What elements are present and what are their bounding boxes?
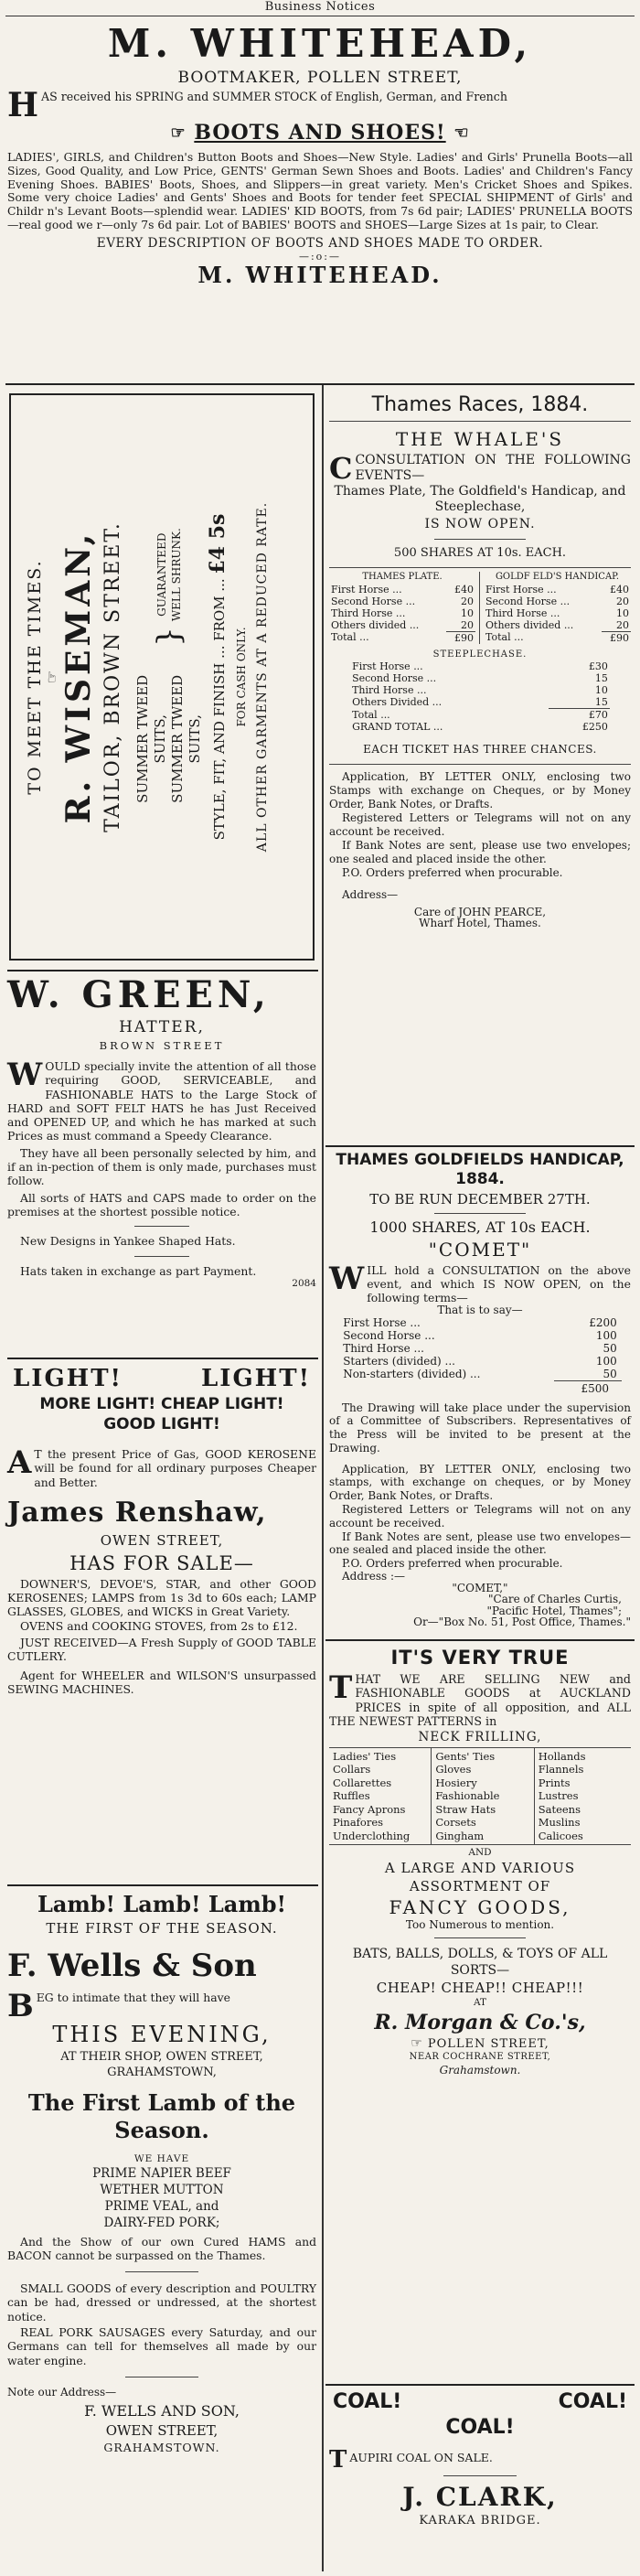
wiseman-name: R. WISEMAN, (59, 530, 98, 824)
page-header: Business Notices (264, 0, 376, 14)
odds-label: Total ... (352, 708, 390, 721)
clark-line: AUPIRI COAL ON SALE. (349, 2451, 493, 2464)
wiseman-style: STYLE, FIT, AND FINISH (211, 662, 228, 841)
odds-label: Third Horse ... (343, 1341, 424, 1355)
morgan-at: AT (473, 1997, 486, 2009)
odds-label: Third Horse ... (331, 606, 406, 619)
odds-row (350, 696, 610, 709)
odds-label: First Horse ... (485, 583, 557, 596)
list-item: Lustres (538, 1789, 579, 1803)
brace-glyph: } (151, 627, 187, 647)
goldfields-para: P.O. Orders preferred when procurable. (342, 1557, 563, 1571)
renshaw-para: OVENS and COOKING STOVES, from 2s to £12. (20, 1618, 298, 1633)
wells-para: SMALL GOODS of every description and POULTRY can be had, dressed or undressed, at the shortest notice. (7, 2281, 316, 2324)
odds-row (329, 631, 475, 644)
wells-lamb: Lamb! Lamb! Lamb! (37, 1891, 287, 1917)
section-rule (7, 970, 318, 971)
pointing-hand-icon: ☜ (453, 123, 470, 143)
rule (329, 421, 631, 422)
odds-label: Third Horse ... (485, 606, 560, 619)
clark-place: KARAKA BRIDGE. (419, 2514, 541, 2528)
rule (329, 567, 631, 568)
morgan-list-3 (535, 1748, 631, 1845)
list-item: Gingham (435, 1829, 485, 1842)
odds-table-b (484, 584, 631, 644)
whitehead-ad (7, 20, 633, 381)
green-name: W. GREEN, (7, 973, 271, 1016)
wells-shop: AT THEIR SHOP, OWEN STREET, GRAHAMSTOWN, (60, 2050, 263, 2079)
renshaw-forsale: HAS FOR SALE— (69, 1551, 254, 1574)
section-rule (7, 1358, 318, 1359)
wiseman-price: £4 5s (206, 513, 229, 574)
odds-label: Second Horse ... (352, 672, 437, 684)
list-item: Sateens (538, 1802, 581, 1816)
goldfields-para: Registered Letters or Telegrams will not on any account be received. (329, 1503, 631, 1530)
renshaw-ad (7, 1363, 316, 1875)
races-addr2: Wharf Hotel, Thames. (419, 917, 541, 929)
odds-row (329, 596, 475, 607)
goldfields-para: Application, BY LETTER ONLY, enclosing two stamps, with exchange on cheques, or by Money Order, Bank Notes, or Drafts. (329, 1462, 631, 1503)
odds-value: £250 (581, 721, 608, 733)
races-para: Registered Letters or Telegrams will not on any account be received. (329, 811, 631, 838)
list-item: Corsets (435, 1816, 476, 1830)
dropcap: W (329, 1261, 365, 1297)
races-events: Thames Plate, The Goldfield's Handicap, and Steeplechase, (334, 484, 626, 514)
list-item: Underclothing (333, 1829, 411, 1842)
odds-value: £90 (446, 631, 475, 644)
dropcap: H (7, 86, 39, 124)
section-rule (325, 1639, 635, 1641)
odds-row (329, 607, 475, 619)
wells-addr3: GRAHAMSTOWN. (103, 2441, 220, 2455)
list-item: Fashionable (435, 1789, 500, 1803)
odds-value: 20 (616, 618, 629, 631)
odds-row (329, 584, 475, 596)
renshaw-light-2: LIGHT! (201, 1365, 311, 1392)
short-rule (443, 2475, 517, 2476)
wiseman-suits-1: SUMMER TWEED SUITS, (134, 674, 168, 803)
odds-row (350, 709, 610, 722)
dropcap: T (329, 2446, 347, 2474)
renshaw-light: LIGHT! (13, 1365, 123, 1392)
list-item: Prints (538, 1776, 571, 1789)
races-title: Thames Races, 1884. (371, 393, 589, 416)
goldfields-address: Address :— (342, 1570, 406, 1583)
renshaw-para: Agent for WHEELER and WILSON'S unsurpassed SEWING MACHINES. (7, 1668, 316, 1696)
races-address: Address— (342, 888, 399, 901)
morgan-toomany: Too Numerous to mention. (405, 1917, 555, 1931)
wells-wehave: WE HAVE (133, 2153, 190, 2164)
list-item: Collarettes (333, 1776, 392, 1789)
wells-intro: EG to intimate that they will have (36, 1991, 230, 2004)
odds-value: 100 (595, 1354, 617, 1368)
renshaw-street: OWEN STREET, (100, 1531, 224, 1549)
section-rule (5, 383, 635, 385)
morgan-list-1 (329, 1748, 432, 1845)
morgan-ad (329, 1645, 631, 2285)
renshaw-intro: T the present Price of Gas, GOOD KEROSENE will be found for all ordinary purposes Cheaper and Better. (34, 1447, 316, 1489)
green-trade: HATTER, (119, 1018, 205, 1036)
goldfields-a3: "Pacific Hotel, Thames"; (486, 1604, 622, 1617)
goldfields-intro: ILL hold a CONSULTATION on the above event, and which IS NOW OPEN, on the following terms— (367, 1263, 631, 1304)
odds-value: 50 (603, 1341, 617, 1355)
odds-table-a (329, 584, 475, 644)
list-item: Hosiery (435, 1776, 477, 1789)
goldfields-shares: 1000 SHARES, AT 10s EACH. (369, 1218, 591, 1236)
green-ad (7, 973, 316, 1356)
races-consult: CONSULTATION ON THE FOLLOWING EVENTS— (355, 453, 631, 483)
odds-value: 15 (594, 696, 608, 708)
section-rule (325, 2384, 635, 2386)
whitehead-body: LADIES', GIRLS, and Children's Button Boots and Shoes—New Style. Ladies' and Girls' Prunella Boots—all Sizes, Good Quality, and Low Price, GENTS' German Sewn Shoes and Boots. Ladies' and Children's Fancy Evening Shoes. BABIES' Boots, Shoes, and Slippers—in great variety. Men's Cricket Shoes and Spikes. Some very choice Ladies' and Gents' Shoes and Boots for tender feet SPECIAL SHIPMENT of Girls' and Childr n's Levant Boots—splendid wear. LADIES' KID BOOTS, from 7s 6d pair; LADIES' PRUNELLA BOOTS—real good we r—only 7s 6d pair. Lot of BABIES' BOOTS and SHOES—Large Sizes at 1s pair, to Clear. (7, 150, 633, 231)
odds-row (484, 596, 631, 607)
wells-items (7, 2165, 316, 2231)
list-item: PRIME VEAL, and (104, 2198, 219, 2214)
odds-value: £90 (602, 631, 631, 644)
morgan-title: IT'S VERY TRUE (390, 1647, 570, 1669)
wells-season: THE FIRST OF THE SEASON. (46, 1920, 278, 1937)
races-para: If Bank Notes are sent, please use two envelopes; one sealed and placed inside the other. (329, 839, 631, 865)
goldfields-para: If Bank Notes are sent, please use two envelopes—one sealed and placed inside the other. (329, 1530, 631, 1557)
wiseman-trade: TAILOR, BROWN STREET. (101, 521, 124, 832)
goldfields-title: THAMES GOLDFIELDS HANDICAP, 1884. (336, 1151, 624, 1188)
goldfields-total: £500 (554, 1380, 622, 1396)
wiseman-suits-2: SUMMER TWEED SUITS, (169, 674, 203, 803)
odds-label: First Horse ... (352, 660, 423, 672)
goldfields-thatis: That is to say— (437, 1304, 523, 1316)
list-item: Gloves (435, 1763, 472, 1776)
odds-row (484, 619, 631, 632)
odds-label: Second Horse ... (485, 595, 571, 607)
odds-label: Third Horse ... (352, 684, 427, 696)
odds-row (484, 584, 631, 596)
odds-row (341, 1342, 619, 1355)
clark-coal-1: COAL! (333, 2390, 402, 2413)
column-divider (322, 385, 324, 2571)
whitehead-intro: AS received his SPRING and SUMMER STOCK of English, German, and French (41, 90, 507, 103)
wiseman-guaranteed: GUARANTEED (155, 532, 168, 617)
odds-label: First Horse ... (343, 1315, 421, 1329)
wiseman-other: ALL OTHER GARMENTS AT A REDUCED RATE. (255, 501, 270, 853)
section-rule (325, 1145, 635, 1147)
odds-value: 20 (616, 595, 629, 607)
morgan-assort: A LARGE AND VARIOUS ASSORTMENT OF (384, 1859, 576, 1894)
short-rule (434, 1937, 526, 1938)
list-item: Ladies' Ties (333, 1749, 397, 1763)
odds-row (350, 684, 610, 696)
odds-label: Starters (divided) ... (343, 1354, 455, 1368)
goldfields-ad (329, 1151, 631, 1636)
list-item: WETHER MUTTON (100, 2182, 224, 2197)
list-item: Gents' Ties (435, 1749, 496, 1763)
morgan-cheap: CHEAP! CHEAP!! CHEAP!!! (376, 1980, 584, 1997)
odds-label: Second Horse ... (343, 1328, 435, 1342)
whitehead-footer-name: M. WHITEHEAD. (197, 261, 443, 288)
races-open: IS NOW OPEN. (424, 517, 536, 531)
morgan-list-2 (432, 1748, 534, 1845)
races-whale: THE WHALE'S (395, 428, 565, 450)
dropcap: T (329, 1669, 353, 1706)
goldfields-run: TO BE RUN DECEMBER 27TH. (369, 1191, 591, 1208)
list-item: Hollands (538, 1749, 586, 1763)
list-item: Ruffles (333, 1789, 370, 1803)
morgan-fancy: FANCY GOODS, (389, 1895, 571, 1918)
pointing-hand-icon: ☞ (170, 123, 187, 143)
dropcap: B (7, 1988, 34, 2024)
wells-para: And the Show of our own Cured HAMS and BACON cannot be surpassed on the Thames. (7, 2234, 316, 2262)
renshaw-para: DOWNER'S, DEVOE'S, STAR, and other GOOD KEROSENES; LAMPS from 1s 3d to 60s each; LAMP GLASSES, GLOBES, and WICKS in Great Variety. (7, 1576, 316, 1619)
morgan-street: POLLEN STREET, (427, 2036, 549, 2051)
list-item: Pinafores (333, 1816, 384, 1830)
odds-row (350, 672, 610, 684)
green-para: They have all been personally selected by him, and if an in-pection of them is only made, purchases must follow. (7, 1145, 316, 1188)
clark-coal-3: COAL! (445, 2416, 515, 2439)
races-steeple: STEEPLECHASE. (432, 649, 528, 660)
list-item: Straw Hats (435, 1802, 496, 1816)
renshaw-para: JUST RECEIVED—A Fresh Supply of GOOD TABLE CUTLERY. (7, 1636, 316, 1664)
races-shares: 500 SHARES AT 10s. EACH. (393, 546, 567, 560)
odds-table-c (350, 660, 610, 733)
odds-row (341, 1316, 619, 1329)
odds-label: First Horse ... (331, 583, 402, 596)
short-rule (134, 1226, 189, 1227)
morgan-intro: HAT WE ARE SELLING NEW and FASHIONABLE GOODS at AUCKLAND PRICES in spite of all opposition, and ALL THE NEWEST PATTERNS in (329, 1672, 631, 1729)
wiseman-cash: FOR CASH ONLY. (235, 627, 248, 727)
wiseman-from: FROM (211, 596, 228, 641)
ad-number: 2084 (292, 1277, 316, 1289)
goldfields-a4: Or—"Box No. 51, Post Office, Thames." (413, 1615, 631, 1629)
odds-row (484, 631, 631, 644)
wells-addr-note: Note our Address— (7, 2385, 117, 2399)
renshaw-sub: MORE LIGHT! CHEAP LIGHT! (39, 1395, 284, 1413)
rule (329, 764, 631, 765)
odds-value: 100 (595, 1328, 617, 1342)
races-para: Application, BY LETTER ONLY, enclosing two Stamps with exchange on Cheques, or by Money Order, Bank Notes, or Drafts. (329, 770, 631, 810)
races-para: P.O. Orders preferred when procurable. (342, 866, 563, 879)
morgan-town: Grahamstown. (439, 2064, 521, 2077)
odds-value: 50 (603, 1367, 617, 1380)
odds-label: Others Divided ... (352, 696, 443, 709)
odds-label: Second Horse ... (331, 595, 416, 607)
morgan-bats: BATS, BALLS, DOLLS, & TOYS OF ALL SORTS— (352, 1947, 608, 1979)
odds-row (341, 1329, 619, 1342)
wells-addr2: OWEN STREET, (105, 2422, 219, 2440)
short-rule (134, 1256, 189, 1257)
whitehead-headline: BOOTS AND SHOES! (194, 121, 446, 145)
ornament-divider (43, 412, 60, 942)
morgan-frilling: NECK FRILLING, (418, 1729, 542, 1744)
odds-row (350, 721, 610, 733)
short-rule (434, 1213, 526, 1214)
dropcap: W (7, 1057, 43, 1093)
clark-coal-2: COAL! (558, 2390, 627, 2413)
list-item: Flannels (538, 1763, 584, 1776)
wells-para: REAL PORK SAUSAGES every Saturday, and our Germans can tell for themselves all made by our water engine. (7, 2324, 316, 2367)
list-item: DAIRY-FED PORK; (103, 2215, 220, 2230)
races-ad (329, 392, 631, 1142)
odds-value: 15 (594, 672, 608, 684)
odds-value: 20 (461, 618, 474, 631)
clark-name: J. CLARK, (402, 2482, 558, 2512)
odds-value: 10 (616, 606, 629, 619)
odds-row (329, 619, 475, 632)
morgan-name: R. Morgan & Co.'s, (374, 2010, 586, 2034)
wiseman-shrunk: WELL SHRUNK. (170, 528, 183, 622)
list-item: Fancy Aprons (333, 1802, 406, 1816)
green-street: BROWN STREET (99, 1039, 225, 1052)
wiseman-times: TO MEET THE TIMES. (25, 559, 45, 795)
section-rule (7, 1884, 318, 1886)
list-item: Calicoes (538, 1829, 583, 1842)
odds-row (484, 607, 631, 619)
wells-addr1: F. WELLS AND SON, (84, 2402, 240, 2420)
wells-ad (7, 1890, 316, 2571)
odds-value: £70 (549, 709, 610, 722)
goldfields-a1: "COMET," (452, 1581, 508, 1594)
ornament-divider: —:o:— (298, 250, 342, 263)
odds-row (350, 660, 610, 672)
odds-label: Non-starters (divided) ... (343, 1367, 481, 1380)
odds-value: 20 (461, 595, 474, 607)
wiseman-ad: TO MEET THE TIMES. ☞ R. WISEMAN, TAILOR, BROWN STREET. SUMMER TWEED SUITS, SUMMER TWEED SUITS, } GUARANTEED WELL SHRUNK. STYLE, FIT, AND FINISH ... FROM ... £4 5s FOR CASH ONLY. ALL OTHER GARMENTS AT A REDUCED RATE. (9, 393, 315, 961)
goldfields-table (341, 1316, 619, 1380)
odds-label: GRAND TOTAL ... (352, 721, 443, 733)
wells-name: F. Wells & Son (7, 1948, 257, 1984)
renshaw-sub-2: GOOD LIGHT! (103, 1415, 220, 1433)
list-item: Muslins (538, 1816, 581, 1830)
odds-label: Others divided ... (331, 618, 420, 631)
green-para: New Designs in Yankee Shaped Hats. (20, 1234, 236, 1249)
clark-ad (329, 2389, 631, 2572)
list-item: PRIME NAPIER BEEF (92, 2165, 231, 2181)
morgan-near: NEAR COCHRANE STREET, (409, 2051, 551, 2062)
whitehead-name: M. WHITEHEAD, (107, 21, 533, 66)
races-chances: EACH TICKET HAS THREE CHANCES. (363, 743, 597, 756)
pointing-hand-icon: ☞ (43, 670, 60, 684)
short-rule (125, 2271, 198, 2272)
odds-value: £40 (610, 583, 629, 596)
green-para: Hats taken in exchange as part Payment. (20, 1263, 257, 1278)
pointing-hand-icon: ☞ (411, 2035, 423, 2051)
goldfields-para: The Drawing will take place under the supervision of a Committee of Subscribers. Representatives of the Press will be invited to be present at the Drawing. (329, 1401, 631, 1454)
odds-label: Total ... (331, 631, 369, 644)
odds-value: £40 (454, 583, 474, 596)
odds-label: Total ... (485, 631, 524, 644)
whitehead-subtitle: BOOTMAKER, POLLEN STREET, (177, 69, 463, 87)
odds-value: £30 (588, 660, 608, 672)
wells-evening: THIS EVENING, (52, 2022, 272, 2047)
races-col-a: THAMES PLATE. (362, 572, 443, 582)
races-col-b: GOLDF ELD'S HANDICAP. (495, 572, 620, 582)
dropcap: C (329, 451, 353, 486)
odds-label: Others divided ... (485, 618, 574, 631)
odds-value: £200 (589, 1315, 617, 1329)
morgan-and: AND (468, 1847, 492, 1859)
short-rule (434, 539, 526, 540)
green-intro: OULD specially invite the attention of all those requiring GOOD, SERVICEABLE, and FASHIONABLE HATS to the Large Stock of HARD and SOFT FELT HATS he has Just Received and OPENED UP, and which he has marked at such Prices as must command a Speedy Clearance. (7, 1059, 316, 1143)
wells-firstlamb: The First Lamb of the Season. (27, 2089, 296, 2143)
odds-row (341, 1355, 619, 1368)
green-para: All sorts of HATS and CAPS made to order on the premises at the shortest possible notice. (7, 1190, 316, 1218)
whitehead-tagline: EVERY DESCRIPTION OF BOOTS AND SHOES MADE TO ORDER. (96, 235, 544, 251)
odds-value: 10 (594, 684, 608, 696)
odds-value: 10 (461, 606, 474, 619)
list-item: Collars (333, 1763, 371, 1776)
dropcap: A (7, 1444, 32, 1481)
goldfields-comet: "COMET" (428, 1239, 532, 1261)
goldfields-a2: "Care of Charles Curtis, (488, 1593, 622, 1606)
renshaw-name: James Renshaw, (7, 1496, 267, 1529)
odds-row (341, 1368, 619, 1380)
races-addr1: Care of JOHN PEARCE, (413, 905, 547, 918)
